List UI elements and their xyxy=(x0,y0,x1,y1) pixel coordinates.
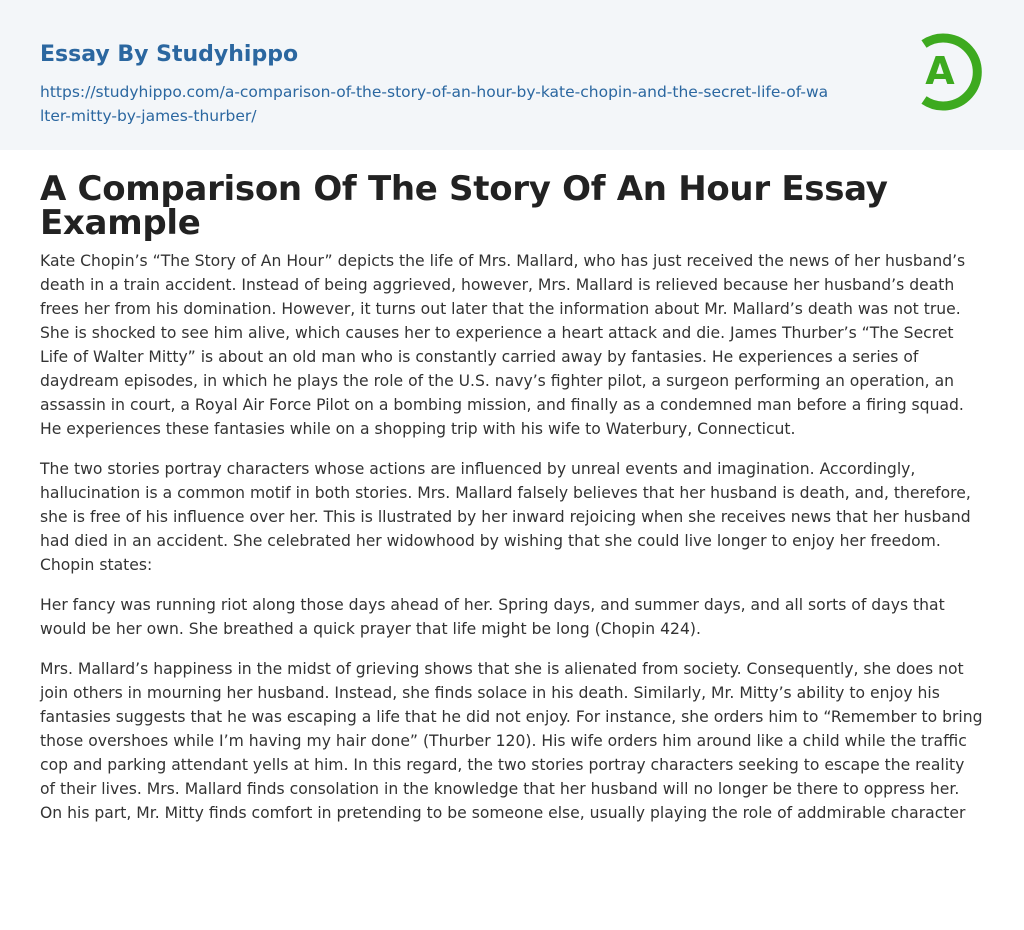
source-url-link[interactable]: https://studyhippo.com/a-comparison-of-the-story-of-an-hour-by-kate-chopin-and-the-secret-life-of-walter-mitty-by-james-thurber/ xyxy=(40,83,829,125)
logo-letter: A xyxy=(925,49,955,93)
paragraph-4: Mrs. Mallard’s happiness in the midst of grieving shows that she is alienated from society. Consequently, she does not join others in mourning her husband. Instead, she finds solace in his death. Similarly, Mr. Mitty’s ability to enjoy his fantasies suggests that he was escaping a life that he did not enjoy. For instance, she orders him to “Remember to bring those overshoes while I’m having my hair done” (Thurber 120). His wife orders him around like a child while the traffic cop and parking attendant yells at him. In this regard, the two stories portray characters seeking to escape the reality of their lives. Mrs. Mallard finds consolation in the knowledge that her husband will no longer be there to oppress her. On his part, Mr. Mitty finds comfort in pretending to be someone else, usually playing the role of addmirable character xyxy=(40,660,983,822)
paragraph-3: Her fancy was running riot along those days ahead of her. Spring days, and summer days, and all sorts of days that would be her own. She breathed a quick prayer that life might be long (Chopin 424). xyxy=(40,596,945,638)
site-brand[interactable]: Essay By Studyhippo xyxy=(40,42,299,67)
studyhippo-logo-icon[interactable] xyxy=(912,30,986,114)
page-header xyxy=(0,0,1024,150)
paragraph-1: Kate Chopin’s “The Story of An Hour” depicts the life of Mrs. Mallard, who has just received the news of her husband’s death in a train accident. Instead of being aggrieved, however, Mrs. Mallard is relieved because her husband’s death frees her from his domination. However, it turns out later that the information about Mr. Mallard’s death was not true. She is shocked to see him alive, which causes her to experience a heart attack and die. James Thurber’s “The Secret Life of Walter Mitty” is about an old man who is constantly carried away by fantasies. He experiences a series of daydream episodes, in which he plays the role of the U.S. navy’s fighter pilot, a surgeon performing an operation, an assassin in court, a Royal Air Force Pilot on a bombing mission, and finally as a condemned man before a firing squad. He experiences these fantasies while on a shopping trip with his wife to Waterbury, Connecticut. xyxy=(40,252,966,438)
page-title: A Comparison Of The Story Of An Hour Essay Example xyxy=(40,169,888,243)
article-body xyxy=(0,169,1024,825)
paragraph-2: The two stories portray characters whose actions are influenced by unreal events and imagination. Accordingly, hallucination is a common motif in both stories. Mrs. Mallard falsely believes that her husband is death, and, therefore, she is free of his influence over her. This is llustrated by her inward rejoicing when she receives news that her husband had died in an accident. She celebrated her widowhood by wishing that she could live longer to enjoy her freedom. Chopin states: xyxy=(40,460,971,574)
